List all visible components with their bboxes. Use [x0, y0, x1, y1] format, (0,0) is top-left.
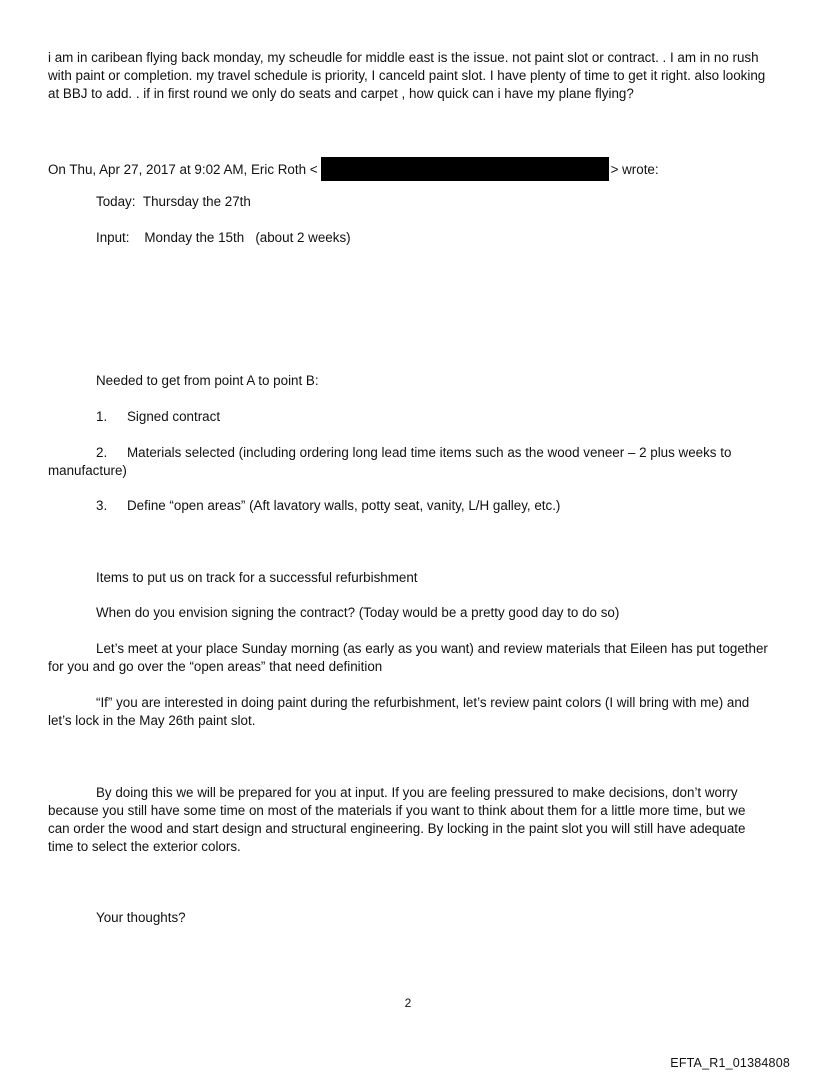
document-id: EFTA_R1_01384808 — [670, 1056, 790, 1070]
reply-paragraph: i am in caribean flying back monday, my scheudle for middle east is the issue. not paint slot or contract. . I am in no rush with paint or completion. my travel schedule is priority, I canceld paint slot. I have plenty of time to get it right. also looking at BBJ to add. . if in first round we only do seats and carpet , how quick can i have my plane flying? — [48, 50, 766, 101]
page-number: 2 — [404, 996, 412, 1010]
track-question-3: “If” you are interested in doing paint during the refurbishment, let’s review paint colors (I will bring with me) and let’s lock in the May 26th paint slot. — [48, 695, 750, 728]
track-heading: Items to put us on track for a successful refurbishment — [96, 570, 418, 585]
today-value: Thursday the 27th — [142, 194, 251, 209]
needed-item-3 — [96, 497, 560, 515]
needed-item-number: 2. — [96, 445, 108, 460]
redaction-bar — [321, 157, 609, 181]
needed-item-text: Materials selected (including ordering long lead time items such as the wood veneer – 2 plus weeks to manufacture) — [48, 445, 732, 478]
input-label: Input: — [96, 230, 130, 245]
today-label: Today: — [96, 194, 136, 209]
input-line — [96, 229, 351, 247]
thoughts-line: Your thoughts? — [96, 910, 186, 925]
needed-item-text: Signed contract — [127, 409, 221, 424]
track-question-1: When do you envision signing the contract? (Today would be a pretty good day to do so) — [96, 605, 620, 620]
track-question-2: Let’s meet at your place Sunday morning (as early as you want) and review materials that Eileen has put together for you and go over the “open areas” that need definition — [48, 641, 768, 674]
needed-item-1 — [96, 408, 220, 426]
input-value: Monday the 15th (about 2 weeks) — [144, 230, 351, 245]
quote-header-prefix: On Thu, Apr 27, 2017 at 9:02 AM, Eric Roth < — [48, 162, 318, 177]
needed-item-number: 3. — [96, 498, 108, 513]
needed-item-number: 1. — [96, 409, 108, 424]
needed-item-2 — [48, 444, 770, 480]
closing-paragraph: By doing this we will be prepared for you at input. If you are feeling pressured to make decisions, don’t worry because you still have some time on most of the materials if you want to think about them for a little more time, but we can order the wood and start design and structural engineering. By locking in the paint slot you will still have adequate time to select the exterior colors. — [48, 785, 746, 854]
needed-item-text: Define “open areas” (Aft lavatory walls, potty seat, vanity, L/H galley, etc.) — [127, 498, 561, 513]
quote-header-suffix: > wrote: — [610, 162, 659, 177]
today-line — [96, 193, 251, 211]
quote-header — [48, 157, 770, 181]
needed-heading: Needed to get from point A to point B: — [96, 373, 319, 388]
